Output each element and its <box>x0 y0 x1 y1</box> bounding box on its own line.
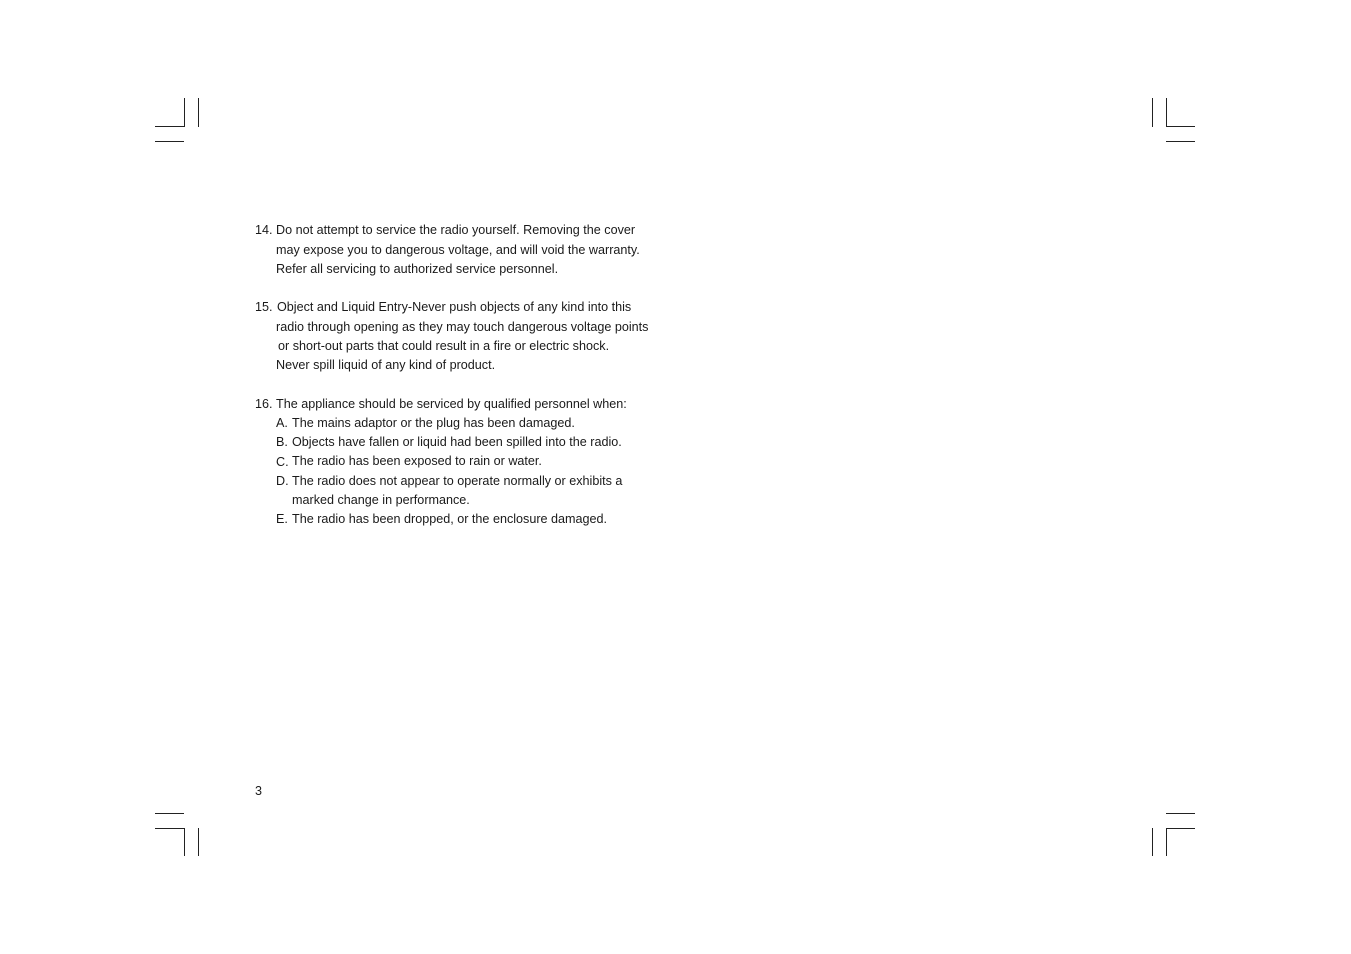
crop-mark-top-right-h2 <box>1166 141 1195 142</box>
sub-item-letter: A. <box>276 416 288 430</box>
page-number: 3 <box>255 784 263 798</box>
sub-item-letter: C. <box>276 455 289 469</box>
item-number: 16. <box>255 397 273 411</box>
item-text-line: Never spill liquid of any kind of product. <box>276 358 496 372</box>
crop-mark-bottom-right-v1 <box>1152 828 1153 856</box>
sub-item-letter: D. <box>276 474 289 488</box>
item-text-line: Refer all servicing to authorized service personnel. <box>276 262 559 276</box>
crop-mark-bottom-left-v2 <box>198 828 199 856</box>
crop-mark-bottom-left-h2 <box>155 828 184 829</box>
item-text-line: The appliance should be serviced by qualified personnel when: <box>276 397 627 411</box>
crop-mark-bottom-right-h2 <box>1166 828 1195 829</box>
sub-item-text: Objects have fallen or liquid had been spilled into the radio. <box>292 435 622 449</box>
crop-mark-top-right-v1 <box>1152 98 1153 127</box>
item-text-line: Object and Liquid Entry-Never push objects of any kind into this <box>277 300 632 314</box>
crop-mark-top-left-h1 <box>155 126 184 127</box>
crop-mark-bottom-left-v1 <box>184 828 185 856</box>
sub-item-text: The radio does not appear to operate normally or exhibits a <box>292 474 623 488</box>
crop-mark-bottom-right-h1 <box>1166 813 1195 814</box>
crop-mark-top-left-h2 <box>155 141 184 142</box>
crop-mark-bottom-right-v2 <box>1166 828 1167 856</box>
crop-mark-bottom-left-h1 <box>155 813 184 814</box>
crop-mark-top-left-v1 <box>184 98 185 127</box>
item-number: 14. <box>255 223 273 237</box>
sub-item-letter: E. <box>276 512 288 526</box>
crop-mark-top-right-v2 <box>1166 98 1167 127</box>
sub-item-text: The radio has been dropped, or the enclosure damaged. <box>292 512 608 526</box>
sub-item-text: The radio has been exposed to rain or water. <box>292 454 542 468</box>
item-number: 15. <box>255 300 273 314</box>
item-text-line: may expose you to dangerous voltage, and will void the warranty. <box>276 243 640 257</box>
item-text-line: radio through opening as they may touch dangerous voltage points <box>276 320 649 334</box>
crop-mark-top-right-h1 <box>1166 126 1195 127</box>
item-text-line: or short-out parts that could result in a fire or electric shock. <box>278 339 610 353</box>
item-text-line: Do not attempt to service the radio yourself. Removing the cover <box>276 223 636 237</box>
crop-mark-top-left-v2 <box>198 98 199 127</box>
sub-item-letter: B. <box>276 435 288 449</box>
sub-item-text: marked change in performance. <box>292 493 470 507</box>
sub-item-text: The mains adaptor or the plug has been damaged. <box>292 416 575 430</box>
